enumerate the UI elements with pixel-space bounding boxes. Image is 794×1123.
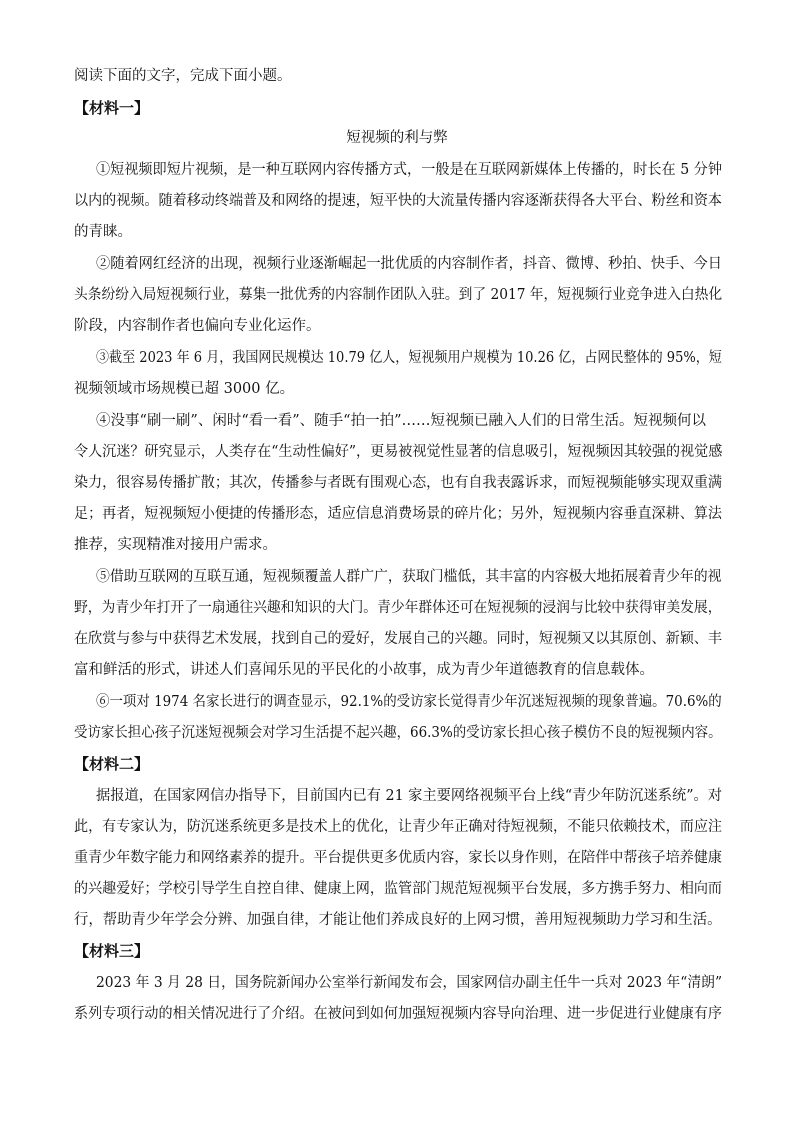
paragraph-line: 行，帮助青少年学会分辨、加强自律，才能让他们养成良好的上网习惯，善用短视频助力学习和生活。	[74, 912, 722, 928]
paragraph-line: 在欣赏与参与中获得艺术发展，找到自己的爱好，发展自己的兴趣。同时，短视频又以其原创、新颖、丰	[74, 631, 722, 647]
paragraph-line: ②随着网红经济的出现，视频行业逐渐崛起一批优质的内容制作者，抖音、微博、秒拍、快手、今日	[96, 256, 723, 272]
paragraph-line: 令人沉迷？研究显示，人类存在“生动性偏好”，更易被视觉性显著的信息吸引，短视频因其较强的视觉感	[74, 444, 723, 460]
paragraph-line: 的兴趣爱好；学校引导学生自控自律、健康上网，监管部门规范短视频平台发展，多方携手努力、相向而	[74, 881, 722, 897]
paragraph-line: 富和鲜活的形式，讲述人们喜闻乐见的平民化的小故事，成为青少年道德教育的信息载体。	[74, 662, 654, 678]
paragraph-line: 足；再者，短视频短小便捷的传播形态，适应信息消费场景的碎片化；另外，短视频内容垂直深耕、算法	[74, 506, 722, 522]
paragraph-line: ③截至 2023 年 6 月，我国网民规模达 10.79 亿人，短视频用户规模为 10.26 亿，占网民整体的 95%，短	[96, 350, 722, 366]
paragraph-line: 此，有专家认为，防沉迷系统更多是技术上的优化，让青少年正确对待短视频，不能只依赖技术，而应注	[74, 819, 722, 835]
instruction-text: 阅读下面的文字，完成下面小题。	[74, 68, 292, 84]
material-one-title: 短视频的利与弊	[346, 130, 448, 146]
paragraph-line: 阶段，内容制作者也偏向专业化运作。	[74, 318, 321, 334]
paragraph-line: 头条纷纷入局短视频行业，募集一批优秀的内容制作团队入驻。到了 2017 年，短视频行业竞争进入白热化	[74, 287, 723, 303]
paragraph-line: ⑥一项对 1974 名家长进行的调查显示，92.1%的受访家长觉得青少年沉迷短视频的现象普遍。70.6%的	[96, 694, 722, 710]
material-two-header: 【材料二】	[74, 755, 150, 773]
material-three-header: 【材料三】	[74, 942, 150, 960]
paragraph-line: 染力，很容易传播扩散；其次，传播参与者既有围观心态，也有自我表露诉求，而短视频能够实现双重满	[74, 475, 722, 491]
paragraph-line: 以内的视频。随着移动终端普及和网络的提速，短平快的大流量传播内容逐渐获得各大平台、粉丝和资本	[74, 193, 722, 209]
paragraph-line: 推荐，实现精准对接用户需求。	[74, 537, 277, 553]
paragraph-line: ①短视频即短片视频，是一种互联网内容传播方式，一般是在互联网新媒体上传播的，时长在 5 分钟	[96, 162, 722, 178]
paragraph-line: 视频领域市场规模已超 3000 亿。	[74, 381, 295, 397]
paragraph-line: 受访家长担心孩子沉迷短视频会对学习生活提不起兴趣，66.3%的受访家长担心孩子模仿不良的短视频内容。	[74, 725, 722, 741]
paragraph-line: ④没事“刷一刷”、闲时“看一看”、随手“拍一拍”……短视频已融入人们的日常生活。短视频何以	[96, 413, 706, 429]
paragraph-line: 野，为青少年打开了一扇通往兴趣和知识的大门。青少年群体还可在短视频的浸润与比较中获得审美发展，	[74, 600, 722, 616]
paragraph-line: ⑤借助互联网的互联互通，短视频覆盖人群广广，获取门槛低，其丰富的内容极大地拓展着青少年的视	[96, 569, 722, 585]
paragraph-line: 2023 年 3 月 28 日，国务院新闻办公室举行新闻发布会，国家网信办副主任牛一兵对 2023 年“清朗”	[96, 975, 723, 991]
paragraph-line: 系列专项行动的相关情况进行了介绍。在被问到如何加强短视频内容导向治理、进一步促进行业健康有序	[74, 1006, 722, 1022]
paragraph-line: 重青少年数字能力和网络素养的提升。平台提供更多优质内容，家长以身作则，在陪伴中帮孩子培养健康	[74, 850, 722, 866]
paragraph-line: 的青睐。	[74, 224, 132, 240]
paragraph-line: 据报道，在国家网信办指导下，目前国内已有 21 家主要网络视频平台上线“青少年防沉迷系统”。对	[96, 788, 722, 804]
material-one-header: 【材料一】	[74, 99, 150, 117]
